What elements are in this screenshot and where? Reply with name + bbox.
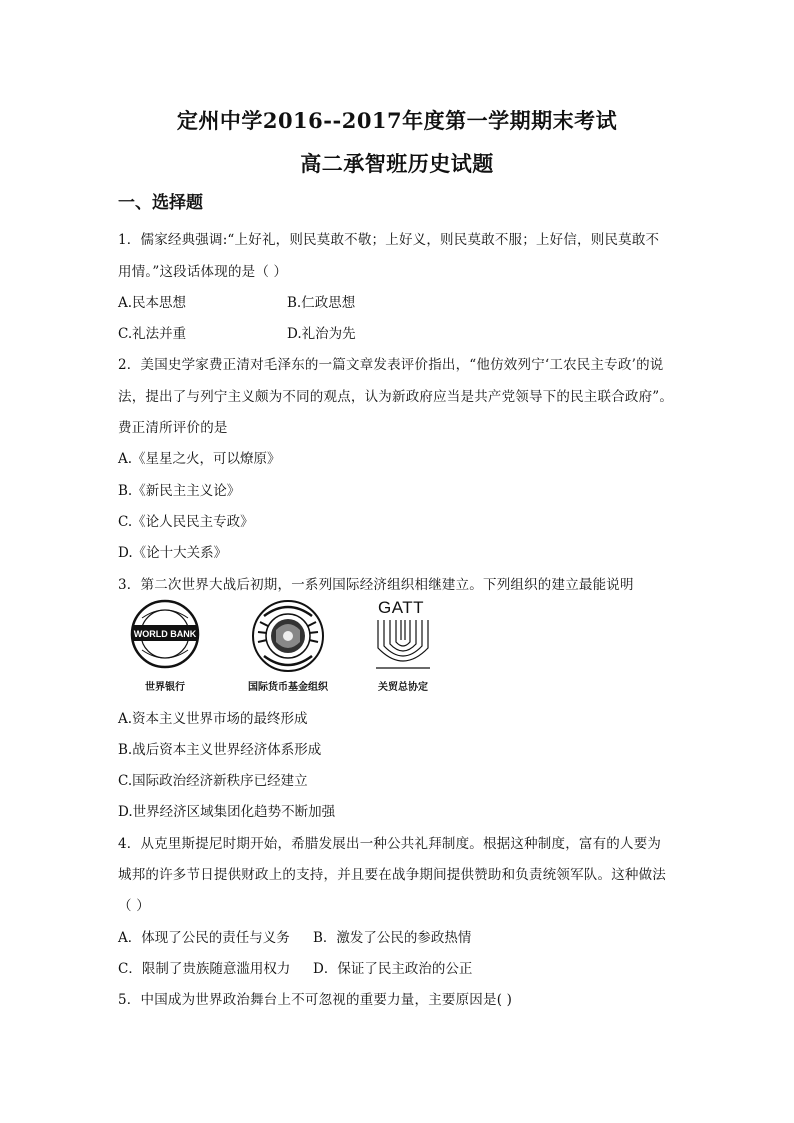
q2-text-line1: 2．美国史学家费正清对毛泽东的一篇文章发表评价指出，“他仿效列宁‘工农民主专政’的说 — [118, 357, 664, 373]
q4-text-line1: 4．从克里斯提尼时期开始，希腊发展出一种公共礼拜制度。根据这种制度，富有的人要为 — [118, 836, 662, 852]
imf-seal-logo — [248, 598, 328, 674]
world-bank-logo — [128, 598, 202, 670]
q3-option-b: B.战后资本主义世界经济体系形成 — [118, 742, 322, 758]
world-bank-logo-text: WORLD BANK — [133, 629, 197, 639]
q4-option-b: B．激发了公民的参政热情 — [313, 930, 472, 946]
gatt-logo-text: GATT — [378, 598, 425, 617]
world-bank-caption: 世界银行 — [145, 682, 185, 693]
q4-text-line3: （ ） — [118, 898, 150, 914]
gatt-caption: 关贸总协定 — [378, 682, 428, 693]
gatt-logo — [372, 618, 434, 672]
section-heading: 一、选择题 — [118, 193, 203, 213]
q4-text-line2: 城邦的许多节日提供财政上的支持，并且要在战争期间提供赞助和负责统领军队。这种做法 — [118, 867, 666, 883]
q3-text-line1: 3．第二次世界大战后初期，一系列国际经济组织相继建立。下列组织的建立最能说明 — [118, 577, 634, 593]
q1-option-b: B.仁政思想 — [287, 295, 356, 311]
imf-caption: 国际货币基金组织 — [248, 682, 328, 693]
q4-option-d: D．保证了民主政治的公正 — [313, 961, 473, 977]
q1-option-a: A.民本思想 — [118, 295, 187, 311]
q3-option-a: A.资本主义世界市场的最终形成 — [118, 711, 308, 727]
exam-title: 定州中学2016--2017年度第一学期期末考试 — [176, 108, 618, 133]
q1-option-c: C.礼法并重 — [118, 326, 187, 342]
q2-option-d: D.《论十大关系》 — [118, 545, 228, 561]
q2-option-c: C.《论人民民主专政》 — [118, 514, 254, 530]
q2-text-line2: 法，提出了与列宁主义颇为不同的观点，认为新政府应当是共产党领导下的民主联合政府”。 — [118, 389, 674, 405]
q1-option-d: D.礼治为先 — [287, 326, 356, 342]
q4-option-c: C．限制了贵族随意滥用权力 — [118, 961, 291, 977]
q1-text-line2: 用情。”这段话体现的是（ ） — [118, 264, 288, 280]
q2-option-a: A.《星星之火，可以燎原》 — [118, 451, 281, 467]
q3-option-c: C.国际政治经济新秩序已经建立 — [118, 773, 308, 789]
q4-option-a: A．体现了公民的责任与义务 — [118, 930, 290, 946]
q2-text-line3: 费正清所评价的是 — [118, 420, 228, 436]
q2-option-b: B.《新民主主义论》 — [118, 483, 241, 499]
q3-option-d: D.世界经济区域集团化趋势不断加强 — [118, 804, 336, 820]
q1-text-line1: 1．儒家经典强调:“上好礼，则民莫敢不敬；上好义，则民莫敢不服；上好信，则民莫敢不 — [118, 232, 660, 248]
q5-text-line1: 5．中国成为世界政治舞台上不可忽视的重要力量，主要原因是( ) — [118, 992, 513, 1008]
exam-subtitle: 高二承智班历史试题 — [300, 151, 494, 176]
